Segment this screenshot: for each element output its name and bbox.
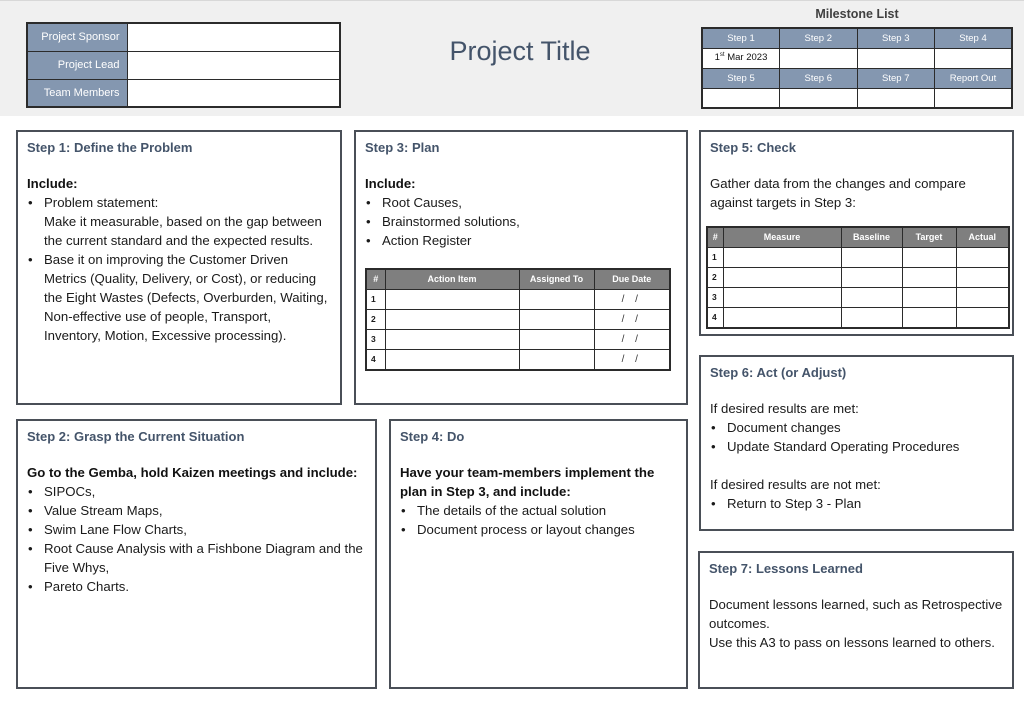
- step5-title: Step 5: Check: [710, 140, 796, 155]
- list-item: • Document changes: [710, 418, 1003, 437]
- step7-title: Step 7: Lessons Learned: [709, 561, 863, 576]
- milestone-date-step4[interactable]: [935, 48, 1013, 68]
- due-date-cell[interactable]: / /: [594, 290, 670, 310]
- check-measures-table: [706, 226, 1010, 329]
- measure-cell[interactable]: [723, 268, 841, 288]
- step2-intro: Go to the Gemba, hold Kaizen meetings and include:: [27, 465, 358, 480]
- baseline-cell[interactable]: [841, 308, 902, 329]
- date-rest: Mar 2023: [724, 52, 768, 64]
- list-item: • Update Standard Operating Procedures: [710, 437, 1003, 456]
- milestone-date-step5[interactable]: [702, 88, 780, 108]
- row-number: 1: [366, 290, 385, 310]
- list-item: • Value Stream Maps,: [27, 501, 366, 520]
- action-item-cell[interactable]: [385, 290, 519, 310]
- milestone-date-step6[interactable]: [780, 88, 858, 108]
- actual-cell[interactable]: [956, 248, 1009, 268]
- date-suffix: st: [719, 52, 725, 59]
- baseline-cell[interactable]: [841, 268, 902, 288]
- measure-cell[interactable]: [723, 248, 841, 268]
- step1-bullet-detail: Make it measurable, based on the gap between the current standard and the expected results.: [44, 214, 322, 248]
- table-row: [366, 350, 670, 371]
- step5-text: Gather data from the changes and compare against targets in Step 3:: [710, 176, 966, 210]
- col-action-item-header: Action Item: [385, 269, 519, 290]
- row-number: 3: [366, 330, 385, 350]
- step3-panel: [354, 130, 688, 405]
- date-day: 1: [714, 52, 720, 64]
- team-members-row: [27, 79, 340, 107]
- row-number: 4: [707, 308, 723, 329]
- step7-panel: [698, 551, 1014, 689]
- table-row: [707, 288, 1009, 308]
- baseline-cell[interactable]: [841, 248, 902, 268]
- step2-bullet-list: [27, 482, 366, 596]
- step6-not-met-label: If desired results are not met:: [710, 477, 881, 492]
- list-item: • Pareto Charts.: [27, 577, 366, 596]
- list-item: • Document process or layout changes: [400, 520, 677, 539]
- col-target-header: Target: [902, 227, 956, 248]
- milestone-header-report-out: Report Out: [935, 68, 1013, 88]
- col-assigned-to-header: Assigned To: [519, 269, 594, 290]
- step1-bullet-text: Problem statement:: [44, 195, 159, 210]
- project-sponsor-field[interactable]: [127, 23, 340, 51]
- milestone-header-step3: Step 3: [857, 28, 935, 48]
- milestone-date-step7[interactable]: [857, 88, 935, 108]
- step1-title: Step 1: Define the Problem: [27, 140, 193, 155]
- actual-cell[interactable]: [956, 308, 1009, 329]
- list-item: • The details of the actual solution: [400, 501, 677, 520]
- table-row: [707, 248, 1009, 268]
- actual-cell[interactable]: [956, 268, 1009, 288]
- table-row: [366, 310, 670, 330]
- project-title[interactable]: Project Title: [449, 36, 591, 66]
- target-cell[interactable]: [902, 308, 956, 329]
- list-item: [27, 193, 331, 250]
- milestone-header-step5: Step 5: [702, 68, 780, 88]
- step1-panel: [16, 130, 342, 405]
- list-item: • Root Causes,: [365, 193, 677, 212]
- step1-include-label: Include:: [27, 176, 78, 191]
- action-register-table: [365, 268, 671, 371]
- actual-cell[interactable]: [956, 288, 1009, 308]
- milestone-list-title: Milestone List: [815, 7, 899, 21]
- row-number: 3: [707, 288, 723, 308]
- milestone-date-step2[interactable]: [780, 48, 858, 68]
- step1-bullet-list: [27, 193, 331, 345]
- step6-met-label: If desired results are met:: [710, 401, 859, 416]
- list-item: • Brainstormed solutions,: [365, 212, 677, 231]
- milestone-header-step7: Step 7: [857, 68, 935, 88]
- step7-line1: Document lessons learned, such as Retrospective outcomes.: [709, 597, 1003, 631]
- milestone-header-step4: Step 4: [935, 28, 1013, 48]
- row-number: 4: [366, 350, 385, 371]
- team-members-label: Team Members: [27, 79, 127, 107]
- step6-met-list: [710, 418, 1003, 456]
- milestone-header-step2: Step 2: [780, 28, 858, 48]
- assigned-to-cell[interactable]: [519, 330, 594, 350]
- spacer: [710, 456, 1003, 475]
- action-item-cell[interactable]: [385, 310, 519, 330]
- due-date-cell[interactable]: / /: [594, 350, 670, 371]
- list-item: • Root Cause Analysis with a Fishbone Diagram and the Five Whys,: [27, 539, 366, 577]
- table-row: [707, 268, 1009, 288]
- target-cell[interactable]: [902, 248, 956, 268]
- step4-title: Step 4: Do: [400, 429, 465, 444]
- table-row: [366, 290, 670, 310]
- list-item: • Base it on improving the Customer Driven Metrics (Quality, Delivery, or Cost), or reducing the Eight Wastes (Defects, Overburden, Waiting, Non-effective use of people, Transport, Inventory, Motion, Excessive processing).: [27, 250, 331, 345]
- table-row: [707, 308, 1009, 329]
- col-num-header: #: [366, 269, 385, 290]
- milestone-header-step1: Step 1: [702, 28, 780, 48]
- target-cell[interactable]: [902, 268, 956, 288]
- milestone-table: [701, 27, 1013, 109]
- row-number: 2: [366, 310, 385, 330]
- col-measure-header: Measure: [723, 227, 841, 248]
- measure-cell[interactable]: [723, 308, 841, 329]
- action-item-cell[interactable]: [385, 350, 519, 371]
- project-sponsor-label: Project Sponsor: [27, 23, 127, 51]
- step6-title: Step 6: Act (or Adjust): [710, 365, 847, 380]
- step4-intro: Have your team-members implement the plan in Step 3, and include:: [400, 465, 655, 499]
- action-item-cell[interactable]: [385, 330, 519, 350]
- step4-panel: [389, 419, 688, 689]
- col-baseline-header: Baseline: [841, 227, 902, 248]
- step5-panel: [699, 130, 1014, 336]
- col-actual-header: Actual: [956, 227, 1009, 248]
- milestone-header-step6: Step 6: [780, 68, 858, 88]
- baseline-cell[interactable]: [841, 288, 902, 308]
- step4-bullet-list: [400, 501, 677, 539]
- milestone-date-step3[interactable]: [857, 48, 935, 68]
- due-date-cell[interactable]: / /: [594, 310, 670, 330]
- assigned-to-cell[interactable]: [519, 310, 594, 330]
- step3-include-label: Include:: [365, 176, 416, 191]
- step7-line2: Use this A3 to pass on lessons learned to others.: [709, 635, 995, 650]
- list-item: • Swim Lane Flow Charts,: [27, 520, 366, 539]
- step6-panel: [699, 355, 1014, 531]
- col-due-date-header: Due Date: [594, 269, 670, 290]
- due-date-cell[interactable]: / /: [594, 330, 670, 350]
- step3-title: Step 3: Plan: [365, 140, 440, 155]
- measure-cell[interactable]: [723, 288, 841, 308]
- milestone-date-step1[interactable]: [702, 48, 780, 68]
- step2-panel: [16, 419, 377, 689]
- project-info-table: [26, 22, 341, 108]
- target-cell[interactable]: [902, 288, 956, 308]
- team-members-field[interactable]: [127, 79, 340, 107]
- row-number: 2: [707, 268, 723, 288]
- milestone-date-report-out[interactable]: [935, 88, 1013, 108]
- assigned-to-cell[interactable]: [519, 290, 594, 310]
- table-row: [366, 330, 670, 350]
- row-number: 1: [707, 248, 723, 268]
- list-item: • Action Register: [365, 231, 677, 250]
- project-sponsor-row: [27, 23, 340, 51]
- list-item: • SIPOCs,: [27, 482, 366, 501]
- assigned-to-cell[interactable]: [519, 350, 594, 371]
- list-item: • Return to Step 3 - Plan: [710, 494, 1003, 513]
- project-lead-label: Project Lead: [27, 51, 127, 79]
- step3-bullet-list: [365, 193, 677, 250]
- project-lead-row: [27, 51, 340, 79]
- col-num-header: #: [707, 227, 723, 248]
- step6-not-met-list: [710, 494, 1003, 513]
- step2-title: Step 2: Grasp the Current Situation: [27, 429, 245, 444]
- project-lead-field[interactable]: [127, 51, 340, 79]
